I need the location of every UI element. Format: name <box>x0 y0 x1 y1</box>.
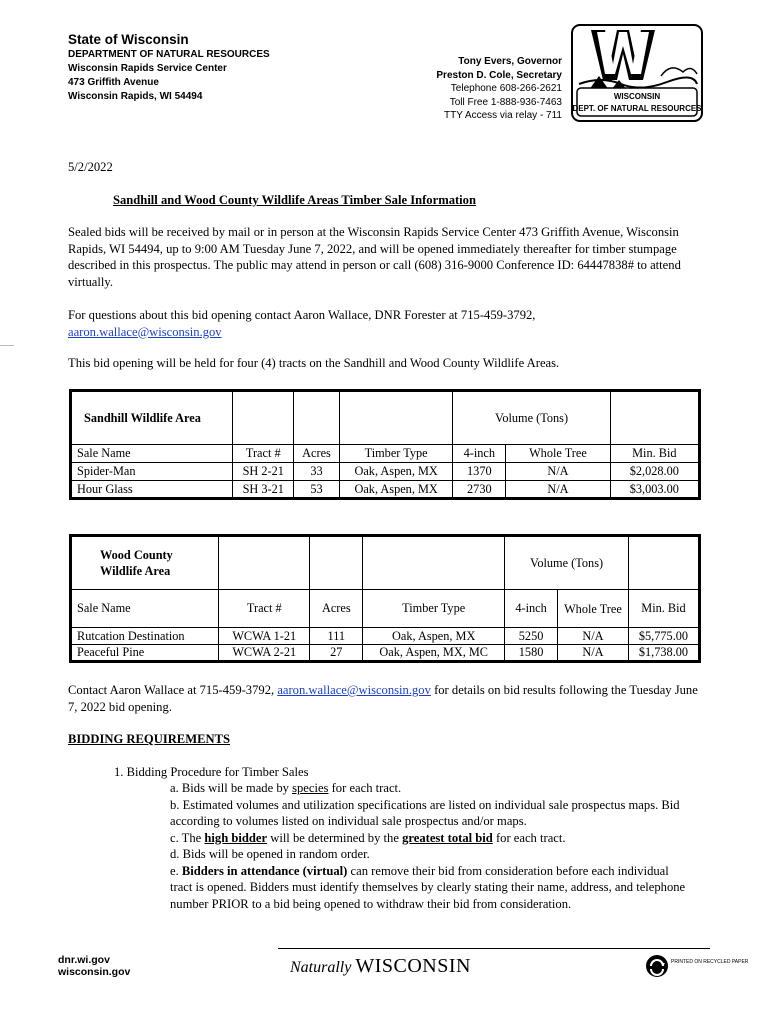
min-bid: $1,738.00 <box>628 645 699 662</box>
contact-after: for details on bid results following the Tuesday June 7, 2022 bid opening. <box>68 683 698 714</box>
col-sale-name: Sale Name <box>71 590 219 628</box>
greatest-total-bid-term: greatest total bid <box>402 830 493 845</box>
volume-4inch: 1580 <box>505 645 558 662</box>
tracts-note: This bid opening will be held for four (4) tracts on the Sandhill and Wood County Wildlife Areas. <box>68 356 560 370</box>
agency-address-block <box>68 32 270 104</box>
col-whole-tree: Whole Tree <box>557 590 628 628</box>
questions-email-link[interactable]: aaron.wallace@wisconsin.gov <box>68 324 222 339</box>
tract: WCWA 1-21 <box>219 628 310 645</box>
document-title: Sandhill and Wood County Wildlife Areas Timber Sale Information <box>113 193 476 207</box>
officials-block <box>436 55 562 123</box>
area-name: Wood County Wildlife Area <box>71 536 219 590</box>
logo-line-1: WISCONSIN <box>613 92 661 101</box>
tagline-caps: WISCONSIN <box>355 955 471 977</box>
col-acres: Acres <box>294 445 340 463</box>
subitem-e: e. Bidders in attendance (virtual) can remove their bid from consideration before each individual tract is opened. Bidders must identify themselves by clearly stating their name, address, and telephone number PRIOR to a bid being opened to withdraw their bid from consideration. <box>170 863 686 911</box>
subitem-c: c. The high bidder will be determined by the greatest total bid for each tract. <box>170 830 566 845</box>
volume-whole-tree: N/A <box>506 463 610 481</box>
sale-name: Hour Glass <box>71 481 233 499</box>
col-4inch: 4-inch <box>453 445 506 463</box>
subitem-b: b. Estimated volumes and utilization specifications are listed on individual sale prospectus maps. Bid according to volumes listed on individual sale prospectus and/or maps. <box>170 797 680 828</box>
timber-type: Oak, Aspen, MX, MC <box>363 645 505 662</box>
min-bid: $2,028.00 <box>610 463 699 481</box>
timber-type: Oak, Aspen, MX <box>363 628 505 645</box>
volume-whole-tree: N/A <box>557 645 628 662</box>
volume-whole-tree: N/A <box>557 628 628 645</box>
column-header-row <box>71 445 700 463</box>
col-whole-tree: Whole Tree <box>506 445 610 463</box>
sale-name: Peaceful Pine <box>71 645 219 662</box>
recycle-label: PRINTED ON RECYCLED PAPER <box>671 959 749 965</box>
questions-text: For questions about this bid opening contact Aaron Wallace, DNR Forester at 715-459-3792, <box>68 308 536 322</box>
volume-4inch: 1370 <box>453 463 506 481</box>
col-4inch: 4-inch <box>505 590 558 628</box>
wood-county-table <box>69 534 701 663</box>
contact-paragraph <box>68 682 708 715</box>
governor: Tony Evers, Governor <box>458 56 562 67</box>
col-tract: Tract # <box>219 590 310 628</box>
subitem-a: a. Bids will be made by species for each tract. <box>170 781 402 795</box>
volume-header: Volume (Tons) <box>453 391 610 445</box>
footer-site-wisconsin: wisconsin.gov <box>58 966 131 978</box>
column-header-row <box>71 590 700 628</box>
sale-name: Spider-Man <box>71 463 233 481</box>
department-name: DEPARTMENT OF NATURAL RESOURCES <box>68 49 270 60</box>
recycled-paper-icon <box>644 953 749 984</box>
col-timber-type: Timber Type <box>363 590 505 628</box>
volume-4inch: 5250 <box>505 628 558 645</box>
tty: TTY Access via relay - 711 <box>443 110 562 121</box>
col-min-bid: Min. Bid <box>610 445 699 463</box>
col-sale-name: Sale Name <box>71 445 233 463</box>
bidding-subitems <box>170 780 690 912</box>
tagline-italic: Naturally <box>290 959 352 976</box>
contact-before: Contact Aaron Wallace at 715-459-3792, <box>68 683 275 697</box>
logo-line-2: DEPT. OF NATURAL RESOURCES <box>572 104 702 113</box>
col-acres: Acres <box>310 590 363 628</box>
table-row <box>71 628 700 645</box>
margin-mark <box>0 345 14 346</box>
secretary: Preston D. Cole, Secretary <box>436 69 562 81</box>
area-name: Sandhill Wildlife Area <box>71 391 233 445</box>
col-timber-type: Timber Type <box>339 445 453 463</box>
subitem-d: d. Bids will be opened in random order. <box>170 847 370 861</box>
footer-site-dnr: dnr.wi.gov <box>58 954 110 966</box>
timber-type: Oak, Aspen, MX <box>339 463 453 481</box>
dnr-logo <box>571 24 703 122</box>
street-address: 473 Griffith Avenue <box>68 77 159 88</box>
sandhill-table <box>69 389 701 500</box>
state-name: State of Wisconsin <box>68 32 189 47</box>
volume-4inch: 2730 <box>453 481 506 499</box>
high-bidder-term: high bidder <box>204 830 268 845</box>
bidding-item-1: 1. Bidding Procedure for Timber Sales <box>114 765 309 779</box>
table-row <box>71 463 700 481</box>
footer-divider <box>278 948 710 949</box>
min-bid: $5,775.00 <box>628 628 699 645</box>
table-row <box>71 481 700 499</box>
footer-websites <box>58 954 130 978</box>
acres: 27 <box>310 645 363 662</box>
telephone: Telephone 608-266-2621 <box>450 83 562 94</box>
min-bid: $3,003.00 <box>610 481 699 499</box>
tract: WCWA 2-21 <box>219 645 310 662</box>
table-row <box>71 645 700 662</box>
table-header-row <box>71 391 700 445</box>
acres: 33 <box>294 463 340 481</box>
bidders-attendance-term: Bidders in attendance (virtual) <box>181 863 348 878</box>
volume-whole-tree: N/A <box>506 481 610 499</box>
volume-header: Volume (Tons) <box>505 536 629 590</box>
tract: SH 3-21 <box>233 481 294 499</box>
questions-paragraph <box>68 307 708 340</box>
sale-name: Rutcation Destination <box>71 628 219 645</box>
table-header-row <box>71 536 700 590</box>
col-min-bid: Min. Bid <box>628 590 699 628</box>
timber-type: Oak, Aspen, MX <box>339 481 453 499</box>
document-date: 5/2/2022 <box>68 160 113 174</box>
city-address: Wisconsin Rapids, WI 54494 <box>68 91 203 102</box>
species-term: species <box>292 781 329 795</box>
col-tract: Tract # <box>233 445 294 463</box>
intro-paragraph: Sealed bids will be received by mail or in person at the Wisconsin Rapids Service Center 473 Griffith Avenue, Wisconsin Rapids, WI 54494, up to 9:00 AM Tuesday June 7, 2022, and will be opened immediately thereafter for timber stumpage described in this prospectus. The public may attend in person or call (608) 316-9000 Conference ID: 64447838# to attend virtually. <box>68 225 681 289</box>
service-center: Wisconsin Rapids Service Center <box>68 63 227 74</box>
contact-email-link[interactable]: aaron.wallace@wisconsin.gov <box>277 683 431 697</box>
bidding-heading: BIDDING REQUIREMENTS <box>68 732 230 746</box>
footer-tagline <box>290 955 471 978</box>
tract: SH 2-21 <box>233 463 294 481</box>
acres: 53 <box>294 481 340 499</box>
acres: 111 <box>310 628 363 645</box>
toll-free: Toll Free 1-888-936-7463 <box>449 96 562 108</box>
